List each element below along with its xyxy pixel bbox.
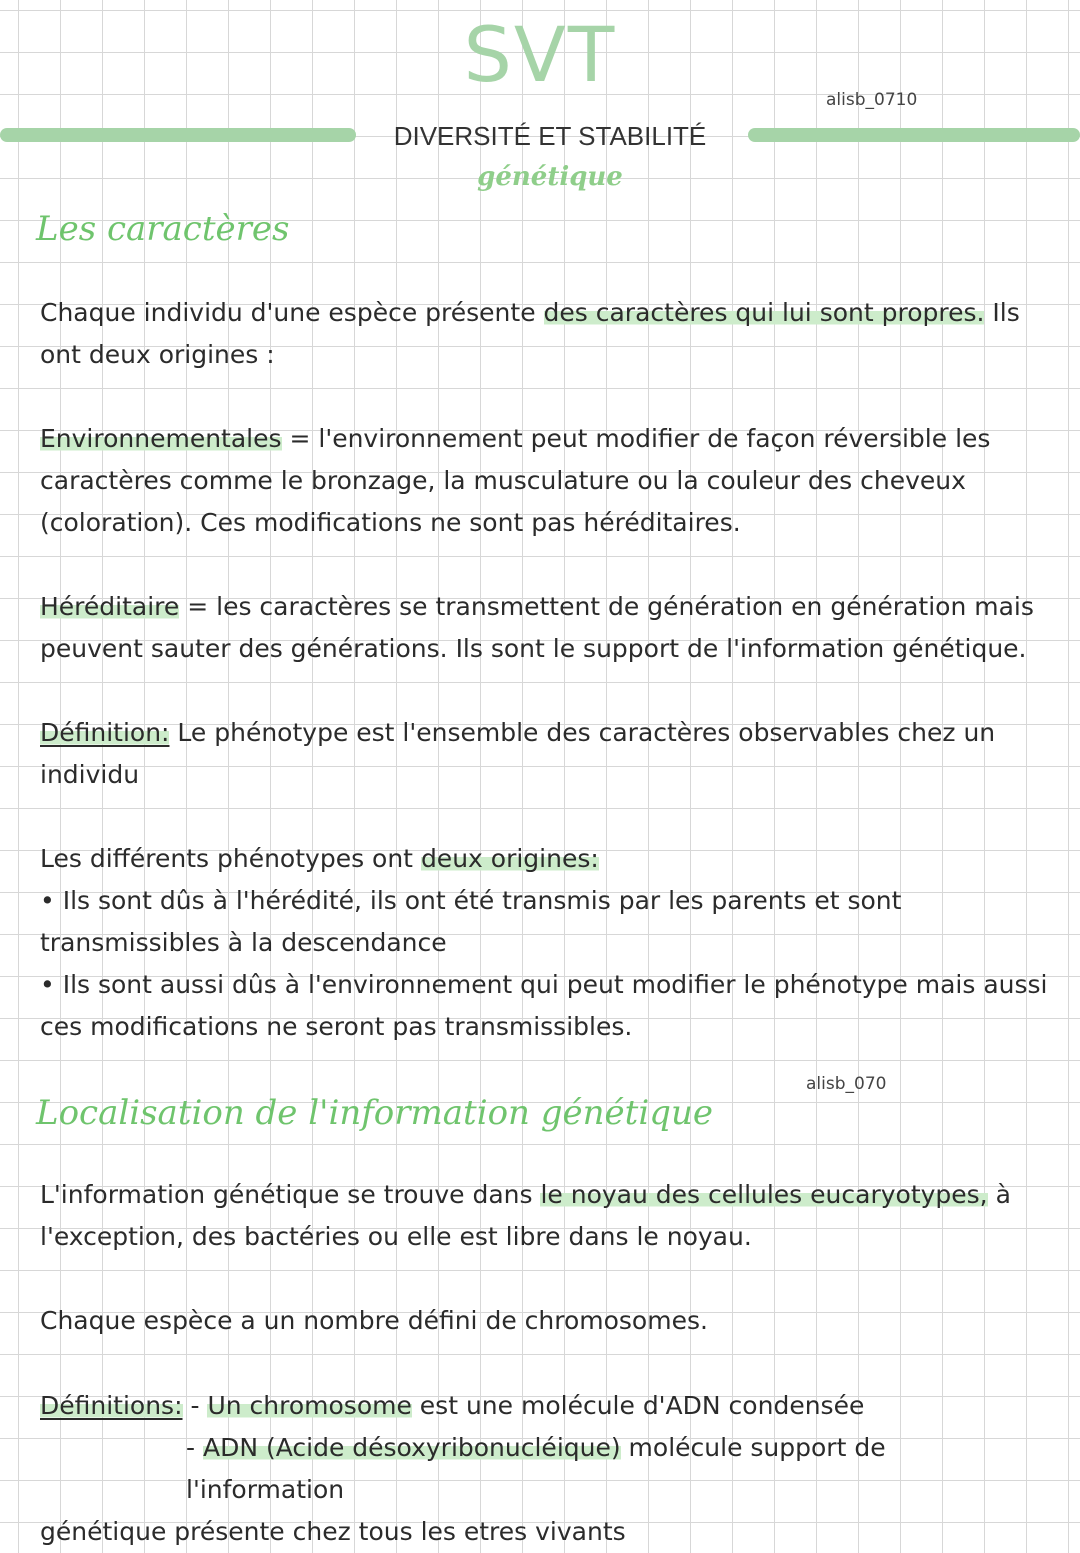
chromosome-term: Un chromosome [207, 1391, 412, 1420]
intro-text-a: Chaque individu d'une espèce présente [40, 298, 544, 327]
loc-highlight: le noyau des cellules eucaryotypes, [540, 1180, 988, 1209]
definition-text: Le phénotype est l'ensemble des caractères observables chez un individu [40, 718, 996, 789]
page-subtitle [360, 116, 740, 197]
definitions-dash-2: - [186, 1433, 203, 1462]
chromosome-definition: est une molécule d'ADN condensée [411, 1391, 865, 1420]
adn-term: ADN (Acide désoxyribonucléique) [202, 1433, 621, 1462]
pheno-text-a: Les différents phénotypes ont [40, 844, 421, 873]
environmental-term: Environnementales [40, 424, 282, 453]
chromosome-count: Chaque espèce a un nombre défini de chromosomes. [40, 1306, 708, 1335]
author-credit-mid: alisb_070 [806, 1074, 887, 1094]
definitions-term: Définitions: [40, 1391, 183, 1420]
bullet-environment: • Ils sont aussi dûs à l'environnement qui peut modifier le phénotype mais aussi ces modifications ne seront pas transmissibles. [40, 970, 1048, 1041]
definitions-line-2 [40, 1427, 1050, 1511]
definitions-dash-1: - [182, 1391, 208, 1420]
subtitle-accent: génétique [477, 162, 623, 192]
header-band-right [748, 128, 1080, 142]
hereditary-paragraph [40, 586, 1050, 670]
adn-definition: molécule support de l'information [186, 1433, 886, 1504]
phenotype-origins [40, 838, 1050, 1048]
loc-text-a: L'information génétique se trouve dans [40, 1180, 541, 1209]
section-heading-caracteres: Les caractères [36, 209, 290, 249]
intro-text-b: Ils ont deux origines : [40, 298, 1020, 369]
definitions-line-3: génétique présente chez tous les etres vivants [40, 1517, 626, 1546]
hereditary-term: Héréditaire [40, 592, 180, 621]
definitions-line-1 [40, 1385, 1050, 1427]
environmental-text: = l'environnement peut modifier de façon réversible les caractères comme le bronzage, la musculature ou la couleur des cheveux (coloration). Ces modifications ne sont pas héréditaires. [40, 424, 991, 537]
phenotype-definition [40, 712, 1050, 796]
subtitle-main: DIVERSITÉ ET STABILITÉ [393, 121, 707, 151]
page-title: SVT [463, 10, 617, 99]
loc-text-b: à l'exception, des bactéries ou elle est libre dans le noyau. [40, 1180, 1011, 1251]
intro-paragraph [40, 292, 1050, 376]
header-band-left [0, 128, 356, 142]
bullet-heredity: • Ils sont dûs à l'hérédité, ils ont été transmis par les parents et sont transmissibles à la descendance [40, 886, 902, 957]
intro-highlight: des caractères qui lui sont propres. [543, 298, 985, 327]
environmental-paragraph [40, 418, 1050, 544]
hereditary-text: = les caractères se transmettent de génération en génération mais peuvent sauter des générations. Ils sont le support de l'information génétique. [40, 592, 1034, 663]
definition-term: Définition: [40, 718, 170, 747]
localisation-paragraph [40, 1174, 1050, 1258]
author-credit-top: alisb_0710 [826, 90, 918, 110]
definitions-block [40, 1385, 1050, 1553]
pheno-highlight: deux origines: [420, 844, 599, 873]
section-heading-localisation: Localisation de l'information génétique [36, 1093, 713, 1133]
